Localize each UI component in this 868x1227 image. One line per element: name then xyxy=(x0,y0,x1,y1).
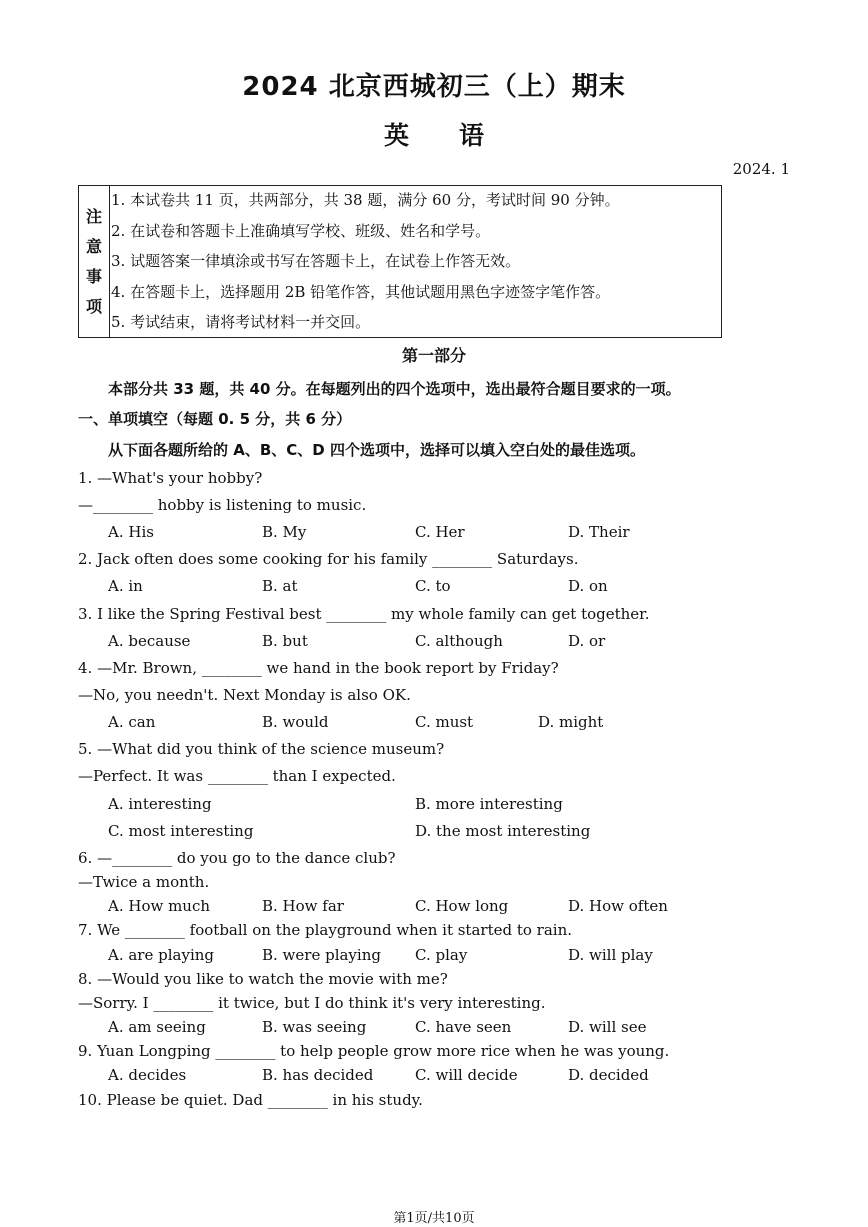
option-a: A. can xyxy=(108,713,156,731)
option-d: D. might xyxy=(538,713,604,731)
option-c: C. have seen xyxy=(415,1018,512,1036)
option-b: B. How far xyxy=(262,897,344,915)
option-d: D. decided xyxy=(568,1066,649,1084)
option-c: C. most interesting xyxy=(108,822,254,840)
option-d: D. will see xyxy=(568,1018,647,1036)
notice-label-char: 注 xyxy=(85,206,102,226)
question-stem: 6. —________ do you go to the dance club? xyxy=(78,849,396,867)
question-stem: —________ hobby is listening to music. xyxy=(78,496,367,514)
notice-item: 4. 在答题卡上，选择题用 2B 铅笔作答，其他试题用黑色字迹签字笔作答。 xyxy=(111,282,611,301)
notice-items xyxy=(111,186,717,339)
option-a: A. am seeing xyxy=(108,1018,206,1036)
question-stem: —Sorry. I ________ it twice, but I do think it's very interesting. xyxy=(78,994,546,1012)
section-instruction: 从下面各题所给的 A、B、C、D 四个选项中，选择可以填入空白处的最佳选项。 xyxy=(108,441,645,459)
notice-item: 3. 试题答案一律填涂或书写在答题卡上，在试卷上作答无效。 xyxy=(111,252,521,271)
question-stem: 4. —Mr. Brown, ________ we hand in the book report by Friday? xyxy=(78,659,559,677)
option-c: C. to xyxy=(415,577,451,595)
part-title: 第一部分 xyxy=(401,346,466,365)
option-a: A. are playing xyxy=(108,946,215,964)
option-d: D. Their xyxy=(568,523,630,541)
option-a: A. decides xyxy=(108,1066,187,1084)
question-stem: 8. —Would you like to watch the movie with me? xyxy=(78,970,448,988)
notice-item: 1. 本试卷共 11 页，共两部分，共 38 题，满分 60 分，考试时间 90 分钟。 xyxy=(111,191,620,209)
question-stem: 9. Yuan Longping ________ to help people grow more rice when he was young. xyxy=(78,1042,670,1060)
option-d: D. the most interesting xyxy=(415,822,591,840)
notice-box xyxy=(78,185,722,338)
question-stem: —Perfect. It was ________ than I expected. xyxy=(78,767,396,785)
question-stem: 3. I like the Spring Festival best ________ my whole family can get together. xyxy=(78,605,650,623)
option-a: A. His xyxy=(108,523,154,541)
option-d: D. will play xyxy=(568,946,653,964)
exam-date: 2024. 1 xyxy=(732,160,790,178)
question-stem: 1. —What's your hobby? xyxy=(78,469,263,487)
option-b: B. has decided xyxy=(262,1066,374,1084)
option-d: D. or xyxy=(568,632,606,650)
notice-label-char: 项 xyxy=(85,296,102,316)
notice-label-char: 意 xyxy=(85,236,102,256)
notice-item: 5. 考试结束，请将考试材料一并交回。 xyxy=(111,313,371,332)
option-c: C. will decide xyxy=(415,1066,518,1084)
option-c: C. play xyxy=(415,946,468,964)
option-a: A. How much xyxy=(108,897,211,915)
notice-item: 2. 在试卷和答题卡上准确填写学校、班级、姓名和学号。 xyxy=(111,221,491,240)
page-footer: 第1页/共10页 xyxy=(393,1211,475,1226)
option-d: D. How often xyxy=(568,897,668,915)
option-c: C. must xyxy=(415,713,474,731)
option-d: D. on xyxy=(568,577,608,595)
question-stem: 10. Please be quiet. Dad ________ in his study. xyxy=(78,1091,423,1109)
notice-label-char: 事 xyxy=(85,266,102,286)
question-stem: 5. —What did you think of the science museum? xyxy=(78,740,445,758)
question-stem: —Twice a month. xyxy=(78,873,210,891)
option-a: A. interesting xyxy=(108,795,212,813)
option-b: B. at xyxy=(262,577,298,595)
part-intro: 本部分共 33 题，共 40 分。在每题列出的四个选项中，选出最符合题目要求的一项。 xyxy=(108,380,681,398)
subject-title: 英 语 xyxy=(383,121,484,150)
option-b: B. but xyxy=(262,632,308,650)
notice-label xyxy=(79,186,110,337)
question-stem: 2. Jack often does some cooking for his family ________ Saturdays. xyxy=(78,550,579,568)
option-b: B. would xyxy=(262,713,329,731)
page-title: 2024 北京西城初三（上）期末 xyxy=(242,72,626,102)
question-stem: 7. We ________ football on the playground when it started to rain. xyxy=(78,921,573,939)
option-b: B. were playing xyxy=(262,946,381,964)
option-b: B. more interesting xyxy=(415,795,563,813)
section-title: 一、单项填空（每题 0. 5 分，共 6 分） xyxy=(78,410,352,428)
option-a: A. because xyxy=(108,632,191,650)
option-b: B. was seeing xyxy=(262,1018,367,1036)
option-c: C. although xyxy=(415,632,503,650)
question-stem: —No, you needn't. Next Monday is also OK. xyxy=(78,686,411,704)
option-b: B. My xyxy=(262,523,307,541)
option-c: C. Her xyxy=(415,523,465,541)
option-c: C. How long xyxy=(415,897,509,915)
option-a: A. in xyxy=(108,577,143,595)
